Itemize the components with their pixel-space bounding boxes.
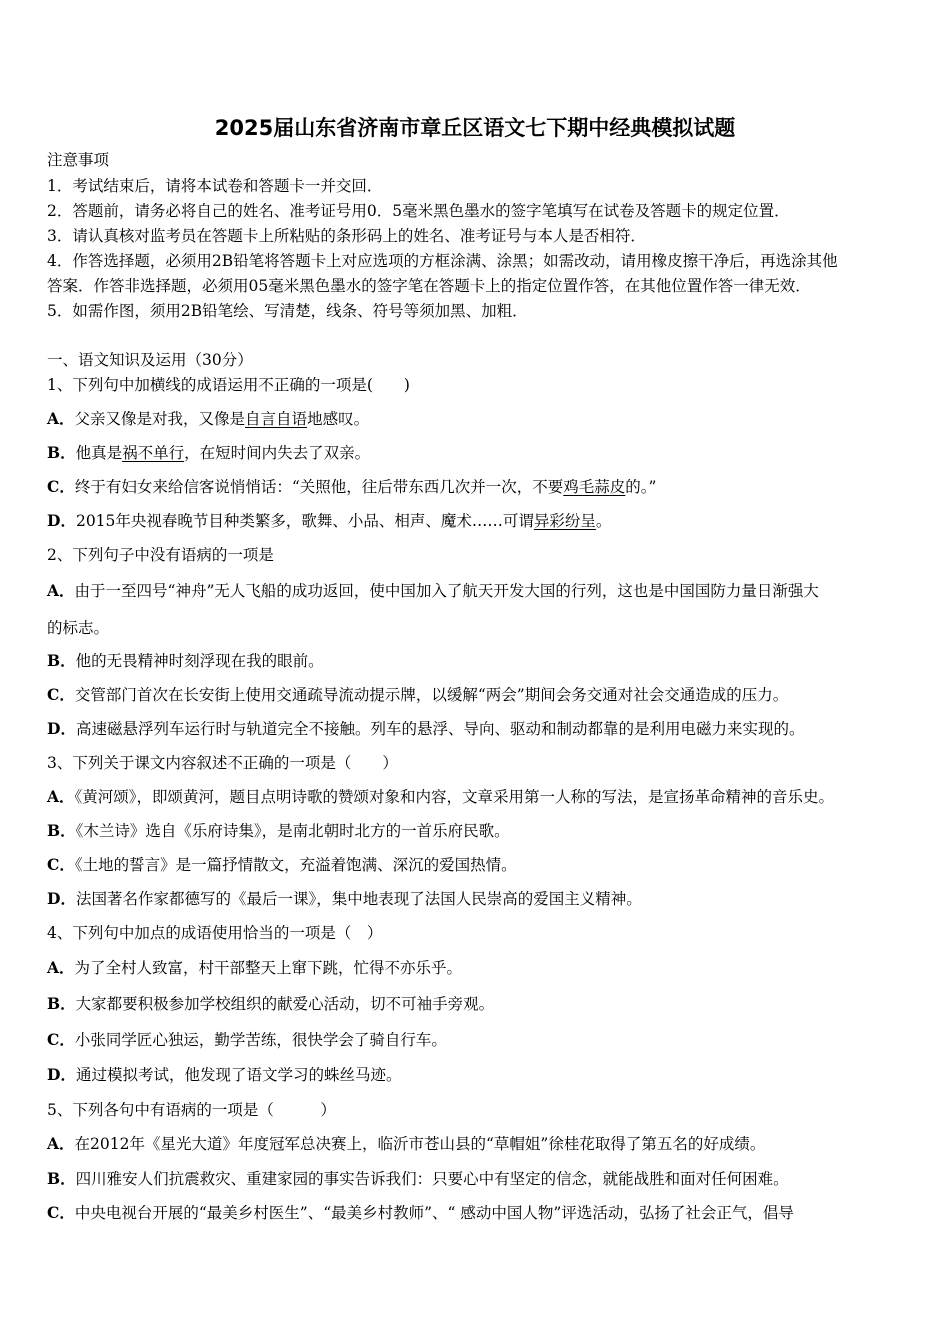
option-label: D． xyxy=(47,889,76,908)
option-label: C． xyxy=(47,1030,75,1049)
underlined-idiom: 祸不单行 xyxy=(122,444,185,462)
option-text: 中央电视台开展的“最美乡村医生”、“最美乡村教师”、“ 感动中国人物”评选活动，弘扬了社会正气，倡导 xyxy=(74,1204,794,1222)
question-stem: 2、下列句子中没有语病的一项是 xyxy=(47,546,274,564)
option-text: 的标志。 xyxy=(47,619,110,637)
answer-option xyxy=(47,1065,401,1085)
option-text: 为了全村人致富，村干部整天上窜下跳，忙得不亦乐乎。 xyxy=(74,959,463,977)
option-text: 小张同学匠心独运，勤学苦练，很快学会了骑自行车。 xyxy=(74,1031,447,1049)
answer-option xyxy=(47,477,656,497)
option-label: B． xyxy=(47,1169,76,1188)
option-text: 法国著名作家都德写的《最后一课》，集中地表现了法国人民崇高的爱国主义精神。 xyxy=(75,890,642,908)
document-title: 2025届山东省济南市章丘区语文七下期中经典模拟试题 xyxy=(214,116,736,140)
answer-option xyxy=(47,409,369,429)
answer-option xyxy=(47,889,642,909)
answer-option xyxy=(47,685,788,705)
option-label: A． xyxy=(47,787,75,806)
question-stem: 4、下列句中加点的成语使用恰当的一项是（ ） xyxy=(47,924,383,942)
answer-option xyxy=(47,719,804,739)
answer-option xyxy=(47,581,819,601)
option-label: D． xyxy=(47,719,76,738)
option-text: 由于一至四号“神舟”无人飞船的成功返回，使中国加入了航天开发大国的行列，这也是中国国防力量日渐强大 xyxy=(74,582,819,600)
option-text: 大家都要积极参加学校组织的献爱心活动，切不可袖手旁观。 xyxy=(75,995,495,1013)
option-label: B． xyxy=(47,443,76,462)
option-text: 2015年央视春晚节目种类繁多，歌舞、小品、相声、魔术……可谓 xyxy=(75,512,534,530)
answer-option xyxy=(47,443,370,463)
notice-item: 2．答题前，请务必将自己的姓名、准考证号用0．5毫米黑色墨水的签字笔填写在试卷及答题卡的规定位置． xyxy=(47,202,790,220)
option-label: D． xyxy=(47,511,76,530)
option-text: 在2012年《星光大道》年度冠军总决赛上，临沂市苍山县的“草帽姐”徐桂花取得了第五名的好成绩。 xyxy=(74,1135,766,1153)
option-text: ，在短时间内失去了双亲。 xyxy=(184,444,371,462)
option-text: 通过模拟考试，他发现了语文学习的蛛丝马迹。 xyxy=(75,1066,402,1084)
answer-option xyxy=(47,787,834,807)
answer-option xyxy=(47,1134,765,1154)
underlined-idiom: 鸡毛蒜皮 xyxy=(563,478,626,496)
underlined-idiom: 自言自语 xyxy=(245,410,308,428)
answer-option xyxy=(47,1203,794,1223)
option-text: 父亲又像是对我，又像是 xyxy=(74,410,246,428)
answer-option xyxy=(47,994,494,1014)
answer-option xyxy=(47,511,611,531)
option-label: A． xyxy=(47,581,75,600)
notice-item: 1．考试结束后，请将本试卷和答题卡一并交回． xyxy=(47,177,383,195)
option-text: 的。” xyxy=(625,478,657,496)
option-text: 交管部门首次在长安街上使用交通疏导流动提示牌，以缓解“两会”期间会务交通对社会交通造成的压力。 xyxy=(74,686,789,704)
answer-option xyxy=(47,651,324,671)
answer-option xyxy=(47,1169,789,1189)
option-label: D． xyxy=(47,1065,76,1084)
option-text: 。 xyxy=(595,512,612,530)
option-label: B． xyxy=(47,821,76,840)
option-text: 四川雅安人们抗震救灾、重建家园的事实告诉我们：只要心中有坚定的信念，就能战胜和面对任何困难。 xyxy=(75,1170,789,1188)
answer-option xyxy=(47,855,517,875)
answer-option xyxy=(47,618,109,638)
underlined-idiom: 异彩纷呈 xyxy=(533,512,596,530)
option-text: 《木兰诗》选自《乐府诗集》，是南北朝时北方的一首乐府民歌。 xyxy=(75,822,510,840)
answer-option xyxy=(47,821,510,841)
option-label: B． xyxy=(47,994,76,1013)
question-stem: 3、下列关于课文内容叙述不正确的一项是（ ） xyxy=(47,754,398,772)
option-label: A． xyxy=(47,1134,75,1153)
option-label: A． xyxy=(47,409,75,428)
notice-item: 4．作答选择题，必须用2B铅笔将答题卡上对应选项的方框涂满、涂黑；如需改动，请用橡皮擦干净后，再选涂其他 xyxy=(47,252,838,270)
section-heading: 一、语文知识及运用（30分） xyxy=(47,351,253,369)
answer-option xyxy=(47,958,462,978)
option-text: 《土地的誓言》是一篇抒情散文，充溢着饱满、深沉的爱国热情。 xyxy=(74,856,517,874)
option-label: C． xyxy=(47,685,75,704)
notice-item: 5．如需作图，须用2B铅笔绘、写清楚，线条、符号等须加黑、加粗． xyxy=(47,302,528,320)
option-label: C． xyxy=(47,1203,75,1222)
option-text: 《黄河颂》，即颂黄河，题目点明诗歌的赞颂对象和内容，文章采用第一人称的写法，是宣扬革命精神的音乐史。 xyxy=(74,788,835,806)
question-stem: 1、下列句中加横线的成语运用不正确的一项是( ) xyxy=(47,376,410,394)
option-text: 地感叹。 xyxy=(307,410,370,428)
answer-option xyxy=(47,1030,447,1050)
question-stem: 5、下列各句中有语病的一项是（ ） xyxy=(47,1101,336,1119)
notice-item: 答案．作答非选择题，必须用05毫米黑色墨水的签字笔在答题卡上的指定位置作答，在其他位置作答一律无效． xyxy=(47,277,811,295)
notice-item: 3．请认真核对监考员在答题卡上所粘贴的条形码上的姓名、准考证号与本人是否相符． xyxy=(47,227,646,245)
notice-heading: 注意事项 xyxy=(47,151,110,169)
option-text: 高速磁悬浮列车运行时与轨道完全不接触。列车的悬浮、导向、驱动和制动都靠的是利用电磁力来实现的。 xyxy=(75,720,805,738)
option-label: C． xyxy=(47,855,75,874)
option-label: C． xyxy=(47,477,75,496)
option-text: 他真是 xyxy=(75,444,123,462)
option-text: 终于有妇女来给信客说悄悄话：“关照他，往后带东西几次并一次，不要 xyxy=(74,478,564,496)
option-label: B． xyxy=(47,651,76,670)
option-text: 他的无畏精神时刻浮现在我的眼前。 xyxy=(75,652,324,670)
option-label: A． xyxy=(47,958,75,977)
